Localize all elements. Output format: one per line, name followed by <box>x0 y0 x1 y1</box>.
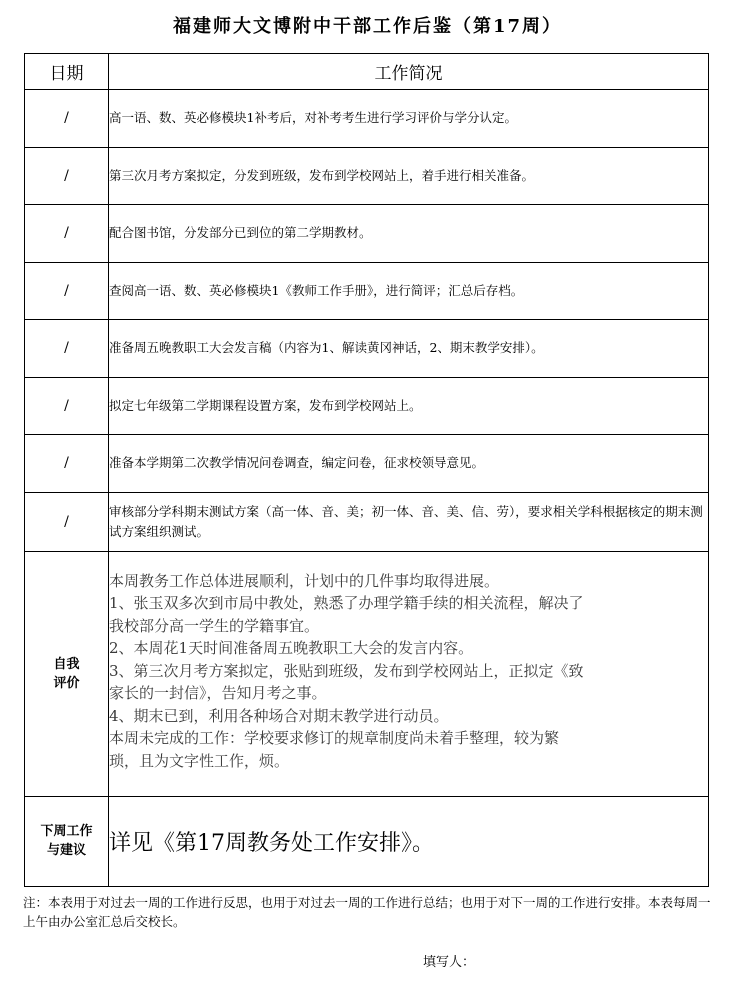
row-work-text: 查阅高一语、数、英必修模块1《教师工作手册》，进行简评；汇总后存档。 <box>109 262 709 320</box>
row-work-text: 高一语、数、英必修模块1补考后，对补考考生进行学习评价与学分认定。 <box>109 90 709 148</box>
table-row <box>25 492 709 551</box>
next-week-row <box>25 796 709 886</box>
signer-label: 填写人： <box>423 955 476 970</box>
eval-line: 3、第三次月考方案拟定，张贴到班级，发布到学校网站上，正拟定《致 <box>109 661 584 680</box>
self-evaluation-text <box>109 551 709 796</box>
row-work-text: 准备周五晚教职工大会发言稿（内容为1、解读黄冈神话，2、期末教学安排）。 <box>109 320 709 378</box>
row-date: / <box>25 320 109 378</box>
row-date: / <box>25 492 109 551</box>
table-row <box>25 435 709 493</box>
eval-line: 家长的一封信》，告知月考之事。 <box>109 684 327 702</box>
eval-line: 4、期末已到，利用各种场合对期末教学进行动员。 <box>109 706 449 725</box>
work-review-table <box>24 53 709 887</box>
self-evaluation-label <box>25 551 109 796</box>
eval-line: 琐，且为文字性工作，烦。 <box>109 751 290 770</box>
next-week-text: 详见《第17周教务处工作安排》。 <box>109 796 709 886</box>
eval-line: 本周未完成的工作：学校要求修订的规章制度尚未着手整理，较为繁 <box>109 729 560 747</box>
eval-line: 本周教务工作总体进展顺利，计划中的几件事均取得进展。 <box>109 571 500 590</box>
work-header: 工作简况 <box>109 54 709 90</box>
date-header: 日期 <box>25 54 109 90</box>
row-date: / <box>25 90 109 148</box>
table-row <box>25 205 709 263</box>
row-date: / <box>25 435 109 493</box>
header-row <box>25 54 709 90</box>
table-row <box>25 262 709 320</box>
next-week-label-line2: 与建议 <box>46 843 86 858</box>
table-row <box>25 147 709 205</box>
footnote: 注：本表用于对过去一周的工作进行反思，也用于对过去一周的工作进行总结；也用于对下一周的工作进行安排。本表每周一上午由办公室汇总后交校长。 <box>23 895 711 929</box>
row-work-text: 审核部分学科期末测试方案（高一体、音、美；初一体、音、美、信、劳），要求相关学科根据核定的期末测试方案组织测试。 <box>109 492 709 551</box>
table-row <box>25 320 709 378</box>
row-work-text: 配合图书馆，分发部分已到位的第二学期教材。 <box>109 205 709 263</box>
row-work-text: 第三次月考方案拟定，分发到班级，发布到学校网站上，着手进行相关准备。 <box>109 147 709 205</box>
self-evaluation-row <box>25 551 709 796</box>
next-week-label-line1: 下周工作 <box>40 824 93 839</box>
eval-line: 1、张玉双多次到市局中教处，熟悉了办理学籍手续的相关流程，解决了 <box>109 594 584 612</box>
row-date: / <box>25 377 109 435</box>
row-work-text: 拟定七年级第二学期课程设置方案，发布到学校网站上。 <box>109 377 709 435</box>
row-date: / <box>25 205 109 263</box>
self-evaluation-label-line1: 自我 <box>53 656 80 672</box>
row-date: / <box>25 147 109 205</box>
self-evaluation-label-line2: 评价 <box>53 675 80 691</box>
page-title: 福建师大文博附中干部工作后鉴（第17周） <box>172 16 563 37</box>
eval-line: 2、本周花1天时间准备周五晚教职工大会的发言内容。 <box>109 639 474 657</box>
eval-line: 我校部分高一学生的学籍事宜。 <box>109 616 320 635</box>
row-date: / <box>25 262 109 320</box>
row-work-text: 准备本学期第二次教学情况问卷调查，编定问卷，征求校领导意见。 <box>109 435 709 493</box>
table-row <box>25 377 709 435</box>
next-week-label <box>25 796 109 886</box>
table-row <box>25 90 709 148</box>
